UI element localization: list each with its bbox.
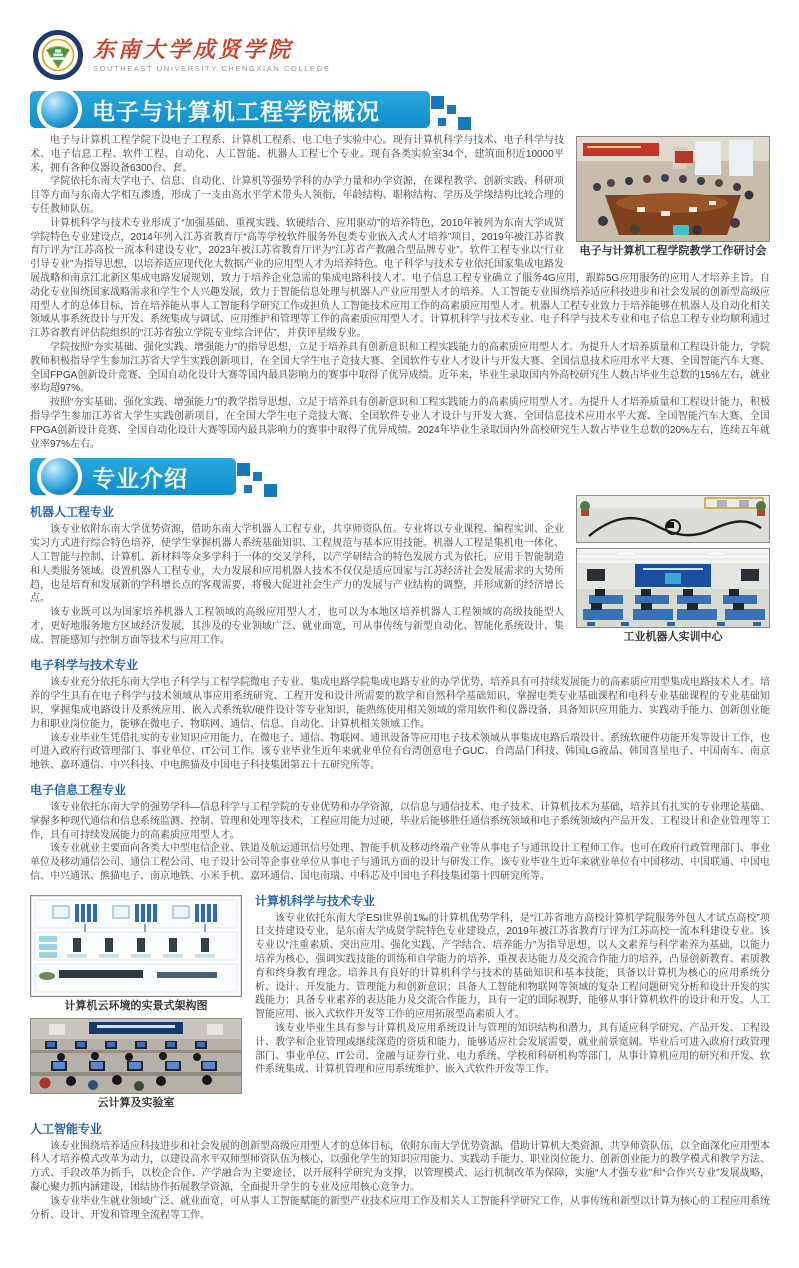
- pixel-decoration: [430, 91, 476, 135]
- major-electronic-science: [30, 656, 770, 773]
- electronic-science-paragraph-1: 该专业充分依托东南大学电子科学与工程学院微电子专业、集成电路学院集成电路专业的办学优势，培养具有可持续发展能力的高素质应用型集成电路技术人才。培养的学生具有在电子科学与技术领域从事应用系统研究、工程开发和设计所需要的数学和自然科学基础知识，掌握电类专业基础课程和电科专业基础课程的专业基础知识，掌握集成电路设计及系统应用、嵌入式系统软/硬件设计等专业知识，能熟练使用相关领域的常用软件和仪器设备，具备知识应用能力、实践动手能力、创新创业能力和职业岗位能力，能够在微电子、物联网、通信、信息、自动化、计算机相关领域工作。: [30, 677, 770, 730]
- pixel-decoration: [236, 458, 282, 502]
- computer-science-paragraph-2: 该专业毕业生具有参与计算机及应用系统设计与管理的知识结构和潜力，具有适应科学研究、产品开发、工程设计、教学和企业管理或继续深造的资质和能力，能够适应社会发展需要，就业前景宽阔。毕业后可进入政府行政管理部门、事业单位、IT公司、金融与证券行业、电力系统、学校和科研机构等部门，从事计算机应用的研究和开发、软件系统集成、计算机管理和应用系统维护、嵌入式软件开发等工作。: [255, 1023, 770, 1076]
- major-title-electronic-science: 电子科学与技术专业: [30, 658, 139, 673]
- electronic-information-paragraph-2: 该专业就业主要面向各类大中型电信企业、铁道及航运通讯信号处理、智能手机及移动终端产业等从事电子与通讯设计工程师工作。也可在政府行政管理部门、事业单位及移动通信公司、通信工程公司、电子设计公司等企事业单位从事电子与通讯方面的设计与研发工作。该专业毕业生近年来就业单位有中国移动、中国联通、中国电信、中兴通讯、熊猫电子、南京地铁、小米手机、嘉环通信、国电南瑞、中科芯及中国电子科技集团第十四研究所等。: [30, 843, 770, 882]
- robot-photo-caption: 工业机器人实训中心: [623, 631, 723, 644]
- major-title-artificial-intelligence: 人工智能专业: [30, 1121, 103, 1136]
- college-name-en: SOUTHEAST UNIVERSITY CHENGXIAN COLLEGE: [93, 63, 331, 73]
- college-name-cn: 东南大学成贤学院: [93, 36, 294, 62]
- section-majors: [0, 503, 799, 1222]
- meeting-photo-caption: 电子与计算机工程学院教学工作研讨会: [579, 245, 767, 257]
- ai-paragraph-1: 该专业围绕培养适应科技进步和社会发展的创新型高级应用型人才的总体目标，依附东南大学优势资源，借助计算机大类资源，共享师资队伍，以全面深化应用型本科人才培养模式改革为动力，以建设高水平双师型师资队伍为核心，以强化学生的知识应用能力、实践动手能力、职业岗位能力、创新创业能力的教学模式和教学方法、方式、手段改革为抓手，以校企合作、产学融合为主要途径，以开展科学研究为支撑，以管理模式、运行机制改革为保障，实施“人才强专业”和“合作兴专业”发展战略，凝心聚力抓内涵建设，团结协作拓展教学资源，全面提升学生的专业及应用核心竞争力。: [30, 1140, 770, 1194]
- cloud-architecture-caption: 计算机云环境的实景式架构图: [64, 999, 208, 1012]
- section-banner-majors: [30, 458, 236, 495]
- section-banner-overview: [30, 91, 430, 128]
- cloud-architecture-diagram: [30, 895, 242, 997]
- sphere-icon: [41, 91, 78, 128]
- majors-banner-title: 专业介绍: [92, 465, 188, 492]
- header: [0, 0, 799, 84]
- sphere-socket: [37, 87, 82, 132]
- meeting-photo-figure: [576, 136, 770, 258]
- robot-training-center-photo: [576, 548, 770, 628]
- major-robot: [30, 503, 770, 648]
- overview-paragraph-2: 学院依托东南大学电子、信息、自动化、计算机等强势学科的办学力量和办学资源，在课程教学、创新实践、科研项目等方面与东南大学相互渗透，形成了一支由高水平学术带头人领衔，年龄结构、职称结构、学历及学缘结构比较合理的专任教师队伍。: [30, 176, 564, 215]
- robot-paragraph-2: 该专业既可以为国家培养机器人工程领域的高级应用型人才，也可以为本地区培养机器人工程领域的高级技能型人才，更好地服务地方区域经济发展，其涉及的专业领域广泛、就业面宽，可从事传统与新型自动化、智能化系统设计、集成、智能感知与控制方面等技术与应用工作。: [30, 607, 564, 646]
- robot-arena-photo: [576, 495, 770, 543]
- meeting-photo: [576, 136, 770, 242]
- sphere-socket: [37, 454, 82, 499]
- major-computer-science: [30, 892, 770, 1112]
- robot-photos-figure: [576, 495, 770, 644]
- computer-figures: [30, 895, 242, 1110]
- section-overview: [0, 134, 799, 451]
- college-seal-icon: [33, 30, 83, 80]
- cloud-lab-caption: 云计算及实验室: [97, 1096, 175, 1109]
- major-artificial-intelligence: [30, 1120, 770, 1223]
- major-title-electronic-information: 电子信息工程专业: [30, 782, 127, 797]
- major-electronic-information: [30, 781, 770, 884]
- cloud-lab-photo: [30, 1018, 242, 1094]
- overview-paragraph-1: 电子与计算机工程学院下设电子工程系、计算机工程系、电工电子实验中心。现有计算机科学与技术、电子科学与技术、电子信息工程、软件工程、自动化、人工智能、机器人工程七个专业。现有各类实验室34个，建筑面积近10000平米，拥有各种仪器设备6300台、套。: [30, 135, 564, 174]
- major-title-computer-science: 计算机科学与技术专业: [255, 893, 376, 908]
- robot-paragraph-1: 该专业依附东南大学优势资源，借助东南大学机器人工程专业，共享师资队伍。专业将以专业课程、编程实训、企业实习方式进行综合特色培养，使学生掌握机器人系统基础知识、工程规范与基本应用技能。机器人工程是集机电一体化、人工智能与控制、计算机、新材料等众多学科于一体的交叉学科，以产学研结合的特色发展方式为依托，应用于智能制造和人类服务领域。设置机器人工程专业，大力发展和应用机器人技术不仅仅是适应国家与江苏经济社会发展需求的大势所趋，也是培育和发展新的学科增长点的客观需要，将极大促进社会生产力的发展与产业结构的调整，并形成新的经济增长点。: [30, 524, 564, 605]
- brand-block: [93, 38, 331, 73]
- ai-paragraph-2: 该专业毕业生就业领域广泛、就业面宽，可从事人工智能赋能的新型产业技术应用工作及相关人工智能科学研究工作，从事传统和新型以计算为核心的工程应用系统分析、设计、开发和管理全流程等工作。: [30, 1195, 770, 1221]
- electronic-information-paragraph-1: 该专业依托东南大学的强势学科—信息科学与工程学院的专业优势和办学资源，以信息与通信技术、电子技术、计算机技术为基础，培养具有扎实的专业理论基础、掌握多种现代通信和信息系统监测、控制、管理和处理等技术，工程应用能力过硬，毕业后能够胜任通信系统领域和电子系统领域内产品开发、工程设计和企业管理等工作，具有可持续发展能力的高素质应用型人才。: [30, 801, 770, 841]
- major-title-robot: 机器人工程专业: [30, 505, 115, 520]
- computer-science-paragraph-1: 该专业依托东南大学ESI世界前1‰的计算机优势学科，是“江苏省地方高校计算机学院服务外包人才试点高校”项目支持建设专业，是东南大学成贤学院特色专业建设点，2019年被江苏省教育厅评为江苏高校一流本科建设专业。该专业以“注重素质、突出应用、强化实践、产学结合、培养能力”为指导思想，以人文素养与科学素养为基础，以能力培养为核心，强调实践技能的训练和自学能力的培养，重视表达能力及交流合作能力的培养，凸显创新教育、素质教育和终身教育理念。培养具有良好的计算机科学与技术的基础知识和基本技能，具备以计算机为核心的应用系统分析、设计、开发能力、管理能力和创新意识；具备人工智能和物联网等领域的复杂工程问题研究分析和设计开发的实践能力；具备专业素养的表达能力及交流合作能力，具有一定的国际视野，能够从事计算机软件的设计和开发、人工智能应用、嵌入式软件开发等工作的应用拓展型高素质人才。: [255, 912, 770, 1021]
- electronic-science-paragraph-2: 该专业毕业生凭借扎实的专业知识应用能力，在微电子、通信、物联网、通讯设备等应用电子技术领域从事集成电路后端设计、系统软硬件功能开发等设计工作，也可进入政府行政管理部门、事业单位、IT公司工作。该专业毕业生近年来就业单位有台湾创意电子GUC、台湾晶门科技、韩国LG液晶、韩国喜星电子、中国南车、南京地铁、嘉环通信、中兴科技、中电熊猫及中国电子科技集团第五十五研究所等。: [30, 732, 770, 772]
- overview-paragraph-4: 学院按照“夯实基础、强化实践、增强能力”的指导思想，立足于培养具有创新意识和工程实践能力的高素质应用型人才。为提升人才培养质量和工程设计能力，学院教师积极指导学生参加江苏省大学生实践创新项目，在全国大学生电子竞技大赛、全国软件专业人才设计与开发大赛、全国信息技术应用水平大赛、全国智能汽车大赛、全国FPGA创新设计竞赛、全国自动化设计大赛等国内最具影响力的赛事中取得了优异成绩。近年来，毕业生录取国内外高校研究生人数占毕业生总数的15%左右，就业率均超97%。: [30, 341, 770, 395]
- overview-paragraph-5: 按照“夯实基础、强化实践、增强能力”的教学指导思想，立足于培养具有创新意识和工程实践能力的高素质应用型人才。为提升人才培养质量和工程设计能力，积极指导学生参加江苏省大学生实践创新项目，在全国大学生电子竞技大赛、全国软件专业人才设计与开发大赛、全国信息技术应用水平大赛、全国智能汽车大赛、全国FPGA创新设计竞赛、全国自动化设计大赛等国内最具影响力的赛事中取得了优异成绩。2024年毕业生录取国内外高校研究生人数占毕业生总数的20%左右，连续五年就业率97%左右。: [30, 397, 770, 450]
- sphere-icon: [41, 458, 78, 495]
- overview-banner-title: 电子与计算机工程学院概况: [92, 98, 380, 124]
- overview-paragraph-3: 计算机科学与技术专业形成了“加强基础、重视实践、软硬结合、应用驱动”的培养特色，2010年被列为东南大学成贤学院特色专业建设点，2014年列入江苏省教育厅“高等学校软件服务外包类专业嵌入式人才培养”项目，2019年被江苏省教育厅评为“江苏高校一流本科建设专业”，2023年被江苏省教育厅评为“江苏省产教融合型品牌专业”。软件工程专业以“行业引导专业”为指导思想，以培养适应现代化大数据产业的应用型人才为培养特色。电子科学与技术专业依托国家集成电路发展战略和南京江北新区集成电路发展规划，致力于培养企业急需的集成电路科技人才。电子信息工程专业确立了服务4G应用，跟踪5G应用服务的应用人才培养主旨。自动化专业围绕国家战略需求和学生个人兴趣发展，致力于智能信息处理与机器人产业应用型人才的培养。人工智能专业围绕培养适应科技进步和社会发展的创新型高级应用型人才的总体目标，旨在培养能从事人工智能科学研究工作或担负人工智能技术应用工作的高素质应用型人才。机器人工程专业致力于培养能够在机器人及自动化相关领域从事系统设计与开发、系统集成与调试、应用维护和管理等工作的高素质应用型人才。计算机科学与技术专业、电子科学与技术专业和电子信息工程专业均顺利通过江苏省教育评估院组织的“江苏省独立学院专业综合评估”，并获评星级专业。: [30, 217, 770, 340]
